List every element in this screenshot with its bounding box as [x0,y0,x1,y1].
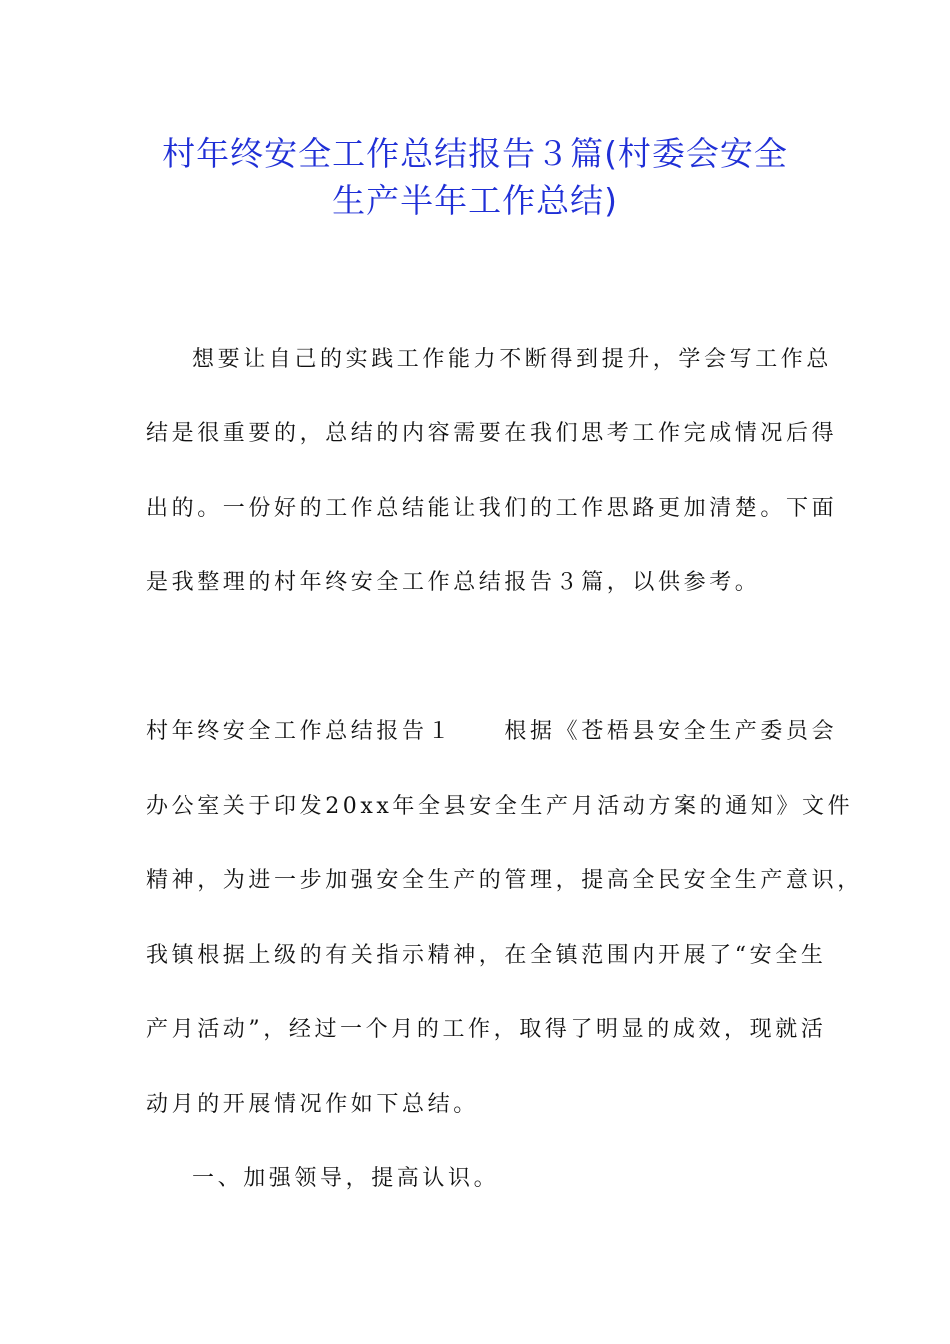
intro-paragraph-line-3: 出的。一份好的工作总结能让我们的工作思路更加清楚。下面 [146,496,838,521]
intro-paragraph-line-2: 结是很重要的，总结的内容需要在我们思考工作完成情况后得 [146,421,838,446]
report-paragraph-line-5: 产月活动”，经过一个月的工作，取得了明显的成效，现就活 [146,1017,827,1042]
report-paragraph-line-2: 办公室关于印发20xx年全县安全生产月活动方案的通知》文件 [146,794,854,819]
report-paragraph-line-4: 我镇根据上级的有关指示精神，在全镇范围内开展了“安全生 [146,943,827,968]
document-title-line-2: 生产半年工作总结) [332,181,618,220]
intro-paragraph-line-4: 是我整理的村年终安全工作总结报告３篇，以供参考。 [146,570,761,595]
report-paragraph-line-3: 精神，为进一步加强安全生产的管理，提高全民安全生产意识， [146,868,863,893]
report-paragraph-line-1: 村年终安全工作总结报告１ 根据《苍梧县安全生产委员会 [146,719,838,744]
intro-paragraph-line-1: 想要让自己的实践工作能力不断得到提升，学会写工作总 [192,347,833,372]
document-title-line-1: 村年终安全工作总结报告３篇(村委会安全 [162,134,788,173]
report-paragraph-line-6: 动月的开展情况作如下总结。 [146,1092,479,1117]
section-heading: 一、加强领导，提高认识。 [192,1166,500,1191]
